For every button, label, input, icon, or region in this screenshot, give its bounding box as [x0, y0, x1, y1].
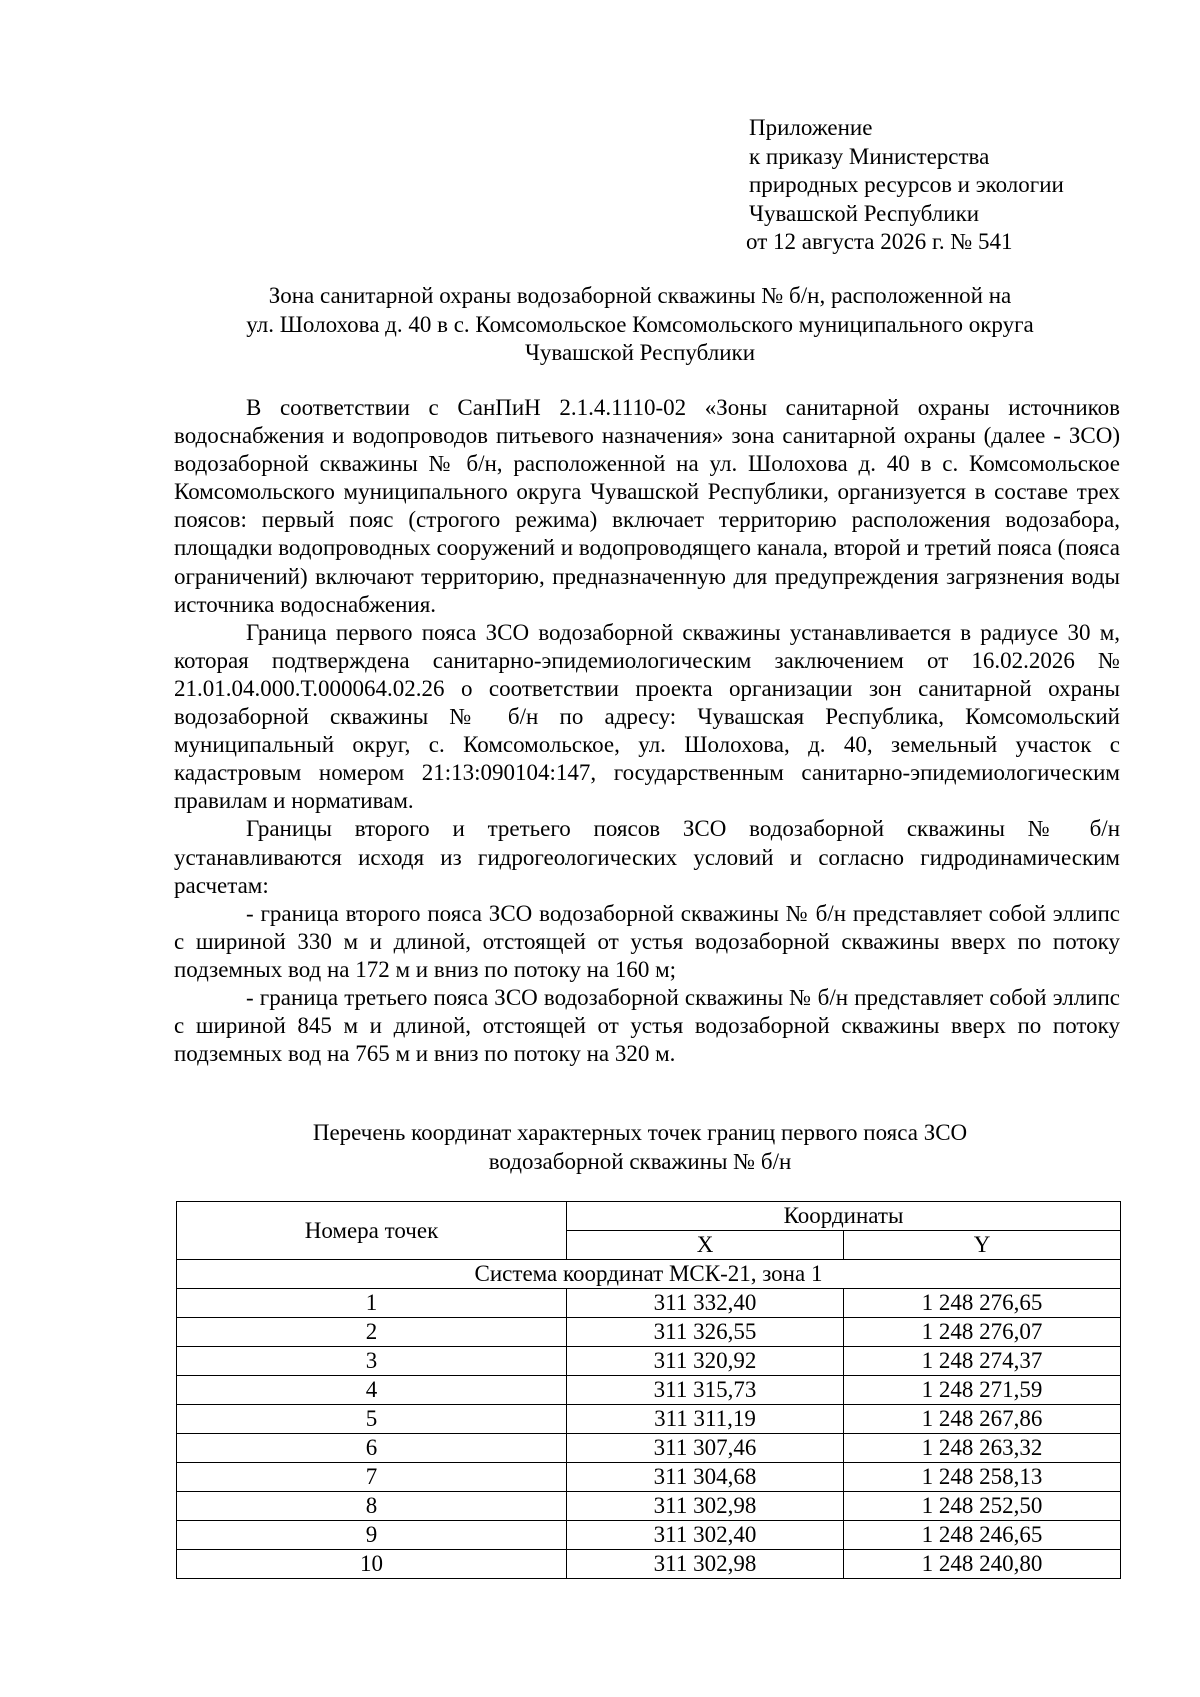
coord-y: 1 248 276,65	[844, 1289, 1121, 1318]
title-line: ул. Шолохова д. 40 в с. Комсомольское Комсомольского муниципального округа	[246, 311, 1034, 337]
point-number: 7	[177, 1463, 567, 1492]
title-line: Зона санитарной охраны водозаборной скважины № б/н, расположенной на	[268, 283, 1012, 308]
table-row	[177, 1434, 1121, 1463]
appendix-line: Приложение	[749, 115, 873, 140]
title-line: Чувашской Республики	[524, 340, 756, 365]
coord-y: 1 248 258,13	[844, 1463, 1121, 1492]
appendix-line: Чувашской Республики	[749, 200, 980, 226]
coord-x: 311 307,46	[567, 1434, 844, 1463]
point-number: 8	[177, 1492, 567, 1521]
coord-y: 1 248 252,50	[844, 1492, 1121, 1521]
appendix-date: от 12 августа 2026 г. № 541	[746, 229, 1013, 254]
coord-y: 1 248 276,07	[844, 1318, 1121, 1347]
coord-y: 1 248 271,59	[844, 1376, 1121, 1405]
coord-y: 1 248 267,86	[844, 1405, 1121, 1434]
table-row	[177, 1521, 1121, 1550]
table-row	[177, 1492, 1121, 1521]
table-title-line: водозаборной скважины № б/н	[488, 1148, 792, 1174]
table-row	[177, 1550, 1121, 1579]
coord-x: 311 332,40	[567, 1289, 844, 1318]
point-number: 2	[177, 1318, 567, 1347]
coord-y: 1 248 274,37	[844, 1347, 1121, 1376]
coordinate-system: Система координат МСК-21, зона 1	[177, 1260, 1121, 1289]
coord-y: 1 248 263,32	[844, 1434, 1121, 1463]
point-number: 1	[177, 1289, 567, 1318]
header-y: Y	[844, 1231, 1121, 1260]
header-points: Номера точек	[177, 1202, 567, 1260]
appendix-block	[746, 114, 1064, 257]
table-row	[177, 1318, 1121, 1347]
table-row	[177, 1376, 1121, 1405]
paragraph: Границы второго и третьего поясов ЗСО водозаборной скважины № б/н устанавливаются исходя из гидрогеологических условий и согласно гидродинамическим расчетам:	[174, 816, 1120, 898]
coord-x: 311 315,73	[567, 1376, 844, 1405]
coord-x: 311 320,92	[567, 1347, 844, 1376]
paragraph: В соответствии с СанПиН 2.1.4.1110-02 «Зоны санитарной охраны источников водоснабжения и водопроводов питьевого назначения» зона санитарной охраны (далее - ЗСО) водозаборной скважины № б/н, расположенной на ул. Шолохова д. 40 в с. Комсомольское Комсомольского муниципального округа Чувашской Республики, организуется в составе трех поясов: первый пояс (строгого режима) включает территорию расположения водозабора, площадки водопроводных сооружений и водопроводящего канала, второй и третий пояса (пояса ограничений) включают территорию, предназначенную для предупреждения загрязнения воды источника водоснабжения.	[174, 395, 1120, 617]
table-row	[177, 1289, 1121, 1318]
header-coordinates: Координаты	[567, 1202, 1121, 1231]
point-number: 5	[177, 1405, 567, 1434]
point-number: 6	[177, 1434, 567, 1463]
coord-x: 311 302,40	[567, 1521, 844, 1550]
table-header-row	[177, 1202, 1121, 1231]
document-body	[174, 394, 1120, 1068]
table-row	[177, 1347, 1121, 1376]
table-title	[160, 1119, 1120, 1176]
paragraph: - граница третьего пояса ЗСО водозаборной скважины № б/н представляет собой эллипс с шириной 845 м и длиной, отстоящей от устья водозаборной скважины вверх по потоку подземных вод на 765 м и вниз по потоку на 320 м.	[174, 984, 1120, 1067]
coord-y: 1 248 246,65	[844, 1521, 1121, 1550]
coord-x: 311 302,98	[567, 1492, 844, 1521]
coord-x: 311 311,19	[567, 1405, 844, 1434]
table-title-line: Перечень координат характерных точек границ первого пояса ЗСО	[312, 1120, 968, 1145]
paragraph: - граница второго пояса ЗСО водозаборной скважины № б/н представляет собой эллипс с шириной 330 м и длиной, отстоящей от устья водозаборной скважины вверх по потоку подземных вод на 172 м и вниз по потоку на 160 м;	[174, 900, 1120, 982]
header-x: X	[567, 1231, 844, 1260]
point-number: 3	[177, 1347, 567, 1376]
paragraph: Граница первого пояса ЗСО водозаборной скважины устанавливается в радиусе 30 м, которая подтверждена санитарно-эпидемиологическим заключением от 16.02.2026 № 21.01.04.000.Т.000064.02.26 о соответствии проекта организации зон санитарной охраны водозаборной скважины № б/н по адресу: Чувашская Республика, Комсомольский муниципальный округ, с. Комсомольское, ул. Шолохова, д. 40, земельный участок с кадастровым номером 21:13:090104:147, государственным санитарно-эпидемиологическим правилам и нормативам.	[174, 619, 1120, 814]
coord-x: 311 302,98	[567, 1550, 844, 1579]
appendix-line: природных ресурсов и экологии	[749, 172, 1064, 197]
coord-y: 1 248 240,80	[844, 1550, 1121, 1579]
system-row	[177, 1260, 1121, 1289]
document-title	[160, 282, 1120, 368]
appendix-line: к приказу Министерства	[749, 143, 990, 169]
coordinates-table	[176, 1201, 1121, 1579]
point-number: 10	[177, 1550, 567, 1579]
coord-x: 311 326,55	[567, 1318, 844, 1347]
coord-x: 311 304,68	[567, 1463, 844, 1492]
point-number: 9	[177, 1521, 567, 1550]
table-row	[177, 1405, 1121, 1434]
table-row	[177, 1463, 1121, 1492]
point-number: 4	[177, 1376, 567, 1405]
